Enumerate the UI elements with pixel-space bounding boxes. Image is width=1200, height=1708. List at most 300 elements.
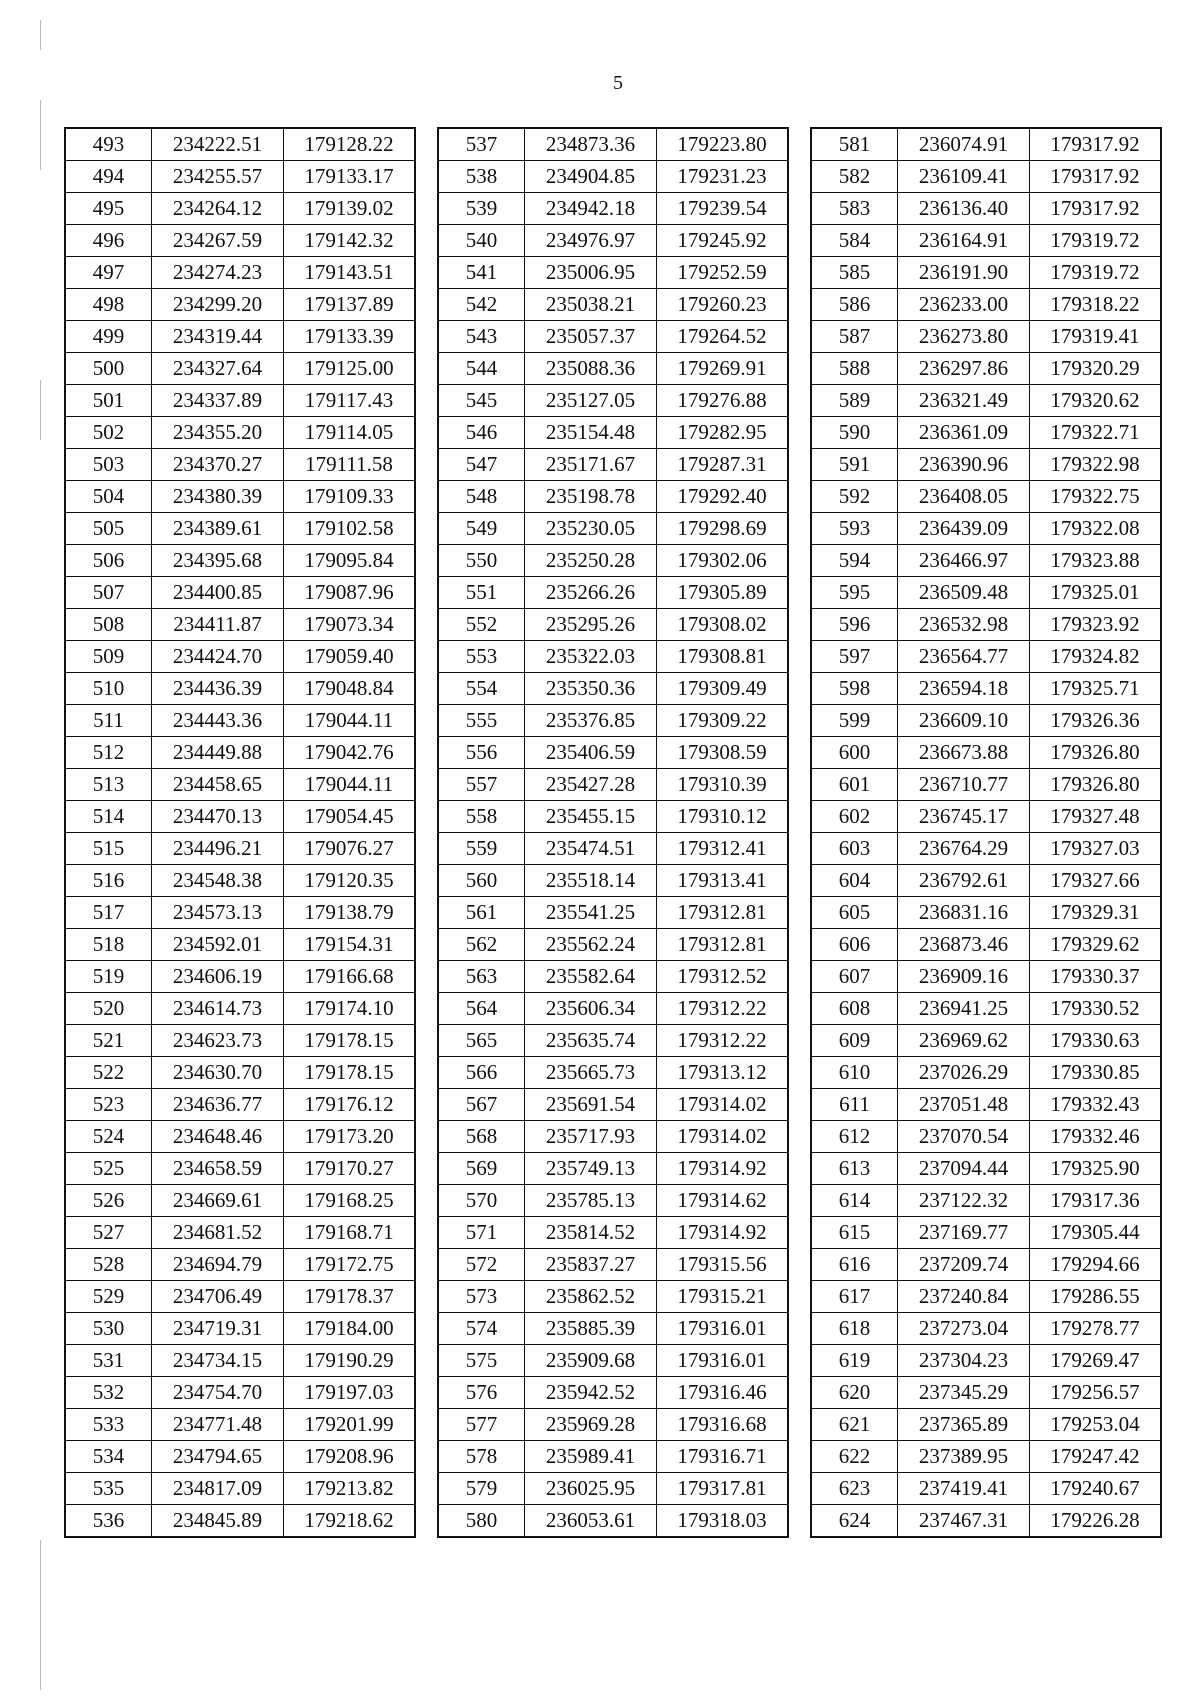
x-coordinate-cell: 235837.27	[525, 1249, 657, 1281]
point-number-cell: 526	[65, 1185, 152, 1217]
point-number-cell: 557	[438, 769, 525, 801]
y-coordinate-cell: 179223.80	[657, 128, 789, 161]
y-coordinate-cell: 179318.22	[1030, 289, 1162, 321]
table-row	[438, 1153, 788, 1185]
point-number-cell: 624	[811, 1505, 898, 1538]
point-number-cell: 544	[438, 353, 525, 385]
y-coordinate-cell: 179252.59	[657, 257, 789, 289]
point-number-cell: 498	[65, 289, 152, 321]
point-number-cell: 550	[438, 545, 525, 577]
table-row	[65, 545, 415, 577]
point-number-cell: 529	[65, 1281, 152, 1313]
x-coordinate-cell: 236136.40	[898, 193, 1030, 225]
y-coordinate-cell: 179329.31	[1030, 897, 1162, 929]
y-coordinate-cell: 179312.22	[657, 1025, 789, 1057]
table-row	[438, 1057, 788, 1089]
table-row	[65, 833, 415, 865]
y-coordinate-cell: 179330.52	[1030, 993, 1162, 1025]
point-number-cell: 499	[65, 321, 152, 353]
x-coordinate-cell: 234458.65	[152, 769, 284, 801]
point-number-cell: 539	[438, 193, 525, 225]
x-coordinate-cell: 235942.52	[525, 1377, 657, 1409]
y-coordinate-cell: 179326.80	[1030, 737, 1162, 769]
table-row	[65, 993, 415, 1025]
point-number-cell: 580	[438, 1505, 525, 1538]
table-row	[65, 1441, 415, 1473]
y-coordinate-cell: 179117.43	[284, 385, 416, 417]
y-coordinate-cell: 179322.98	[1030, 449, 1162, 481]
point-number-cell: 598	[811, 673, 898, 705]
point-number-cell: 611	[811, 1089, 898, 1121]
scan-margin-mark	[40, 1540, 41, 1690]
x-coordinate-cell: 235785.13	[525, 1185, 657, 1217]
table-row	[65, 353, 415, 385]
table-row	[438, 481, 788, 513]
y-coordinate-cell: 179329.62	[1030, 929, 1162, 961]
table-row	[65, 1025, 415, 1057]
table-row	[438, 1409, 788, 1441]
point-number-cell: 617	[811, 1281, 898, 1313]
point-number-cell: 566	[438, 1057, 525, 1089]
table-row	[811, 833, 1161, 865]
point-number-cell: 581	[811, 128, 898, 161]
x-coordinate-cell: 234976.97	[525, 225, 657, 257]
point-number-cell: 548	[438, 481, 525, 513]
point-number-cell: 618	[811, 1313, 898, 1345]
table-row	[811, 321, 1161, 353]
point-number-cell: 528	[65, 1249, 152, 1281]
table-row	[65, 257, 415, 289]
x-coordinate-cell: 234734.15	[152, 1345, 284, 1377]
x-coordinate-cell: 236109.41	[898, 161, 1030, 193]
x-coordinate-cell: 234873.36	[525, 128, 657, 161]
y-coordinate-cell: 179312.41	[657, 833, 789, 865]
point-number-cell: 554	[438, 673, 525, 705]
x-coordinate-cell: 237304.23	[898, 1345, 1030, 1377]
y-coordinate-cell: 179102.58	[284, 513, 416, 545]
x-coordinate-cell: 236745.17	[898, 801, 1030, 833]
point-number-cell: 620	[811, 1377, 898, 1409]
x-coordinate-cell: 236873.46	[898, 929, 1030, 961]
y-coordinate-cell: 179260.23	[657, 289, 789, 321]
x-coordinate-cell: 235322.03	[525, 641, 657, 673]
x-coordinate-cell: 234817.09	[152, 1473, 284, 1505]
x-coordinate-cell: 236710.77	[898, 769, 1030, 801]
point-number-cell: 623	[811, 1473, 898, 1505]
x-coordinate-cell: 237070.54	[898, 1121, 1030, 1153]
x-coordinate-cell: 235295.26	[525, 609, 657, 641]
x-coordinate-cell: 234443.36	[152, 705, 284, 737]
table-row	[65, 481, 415, 513]
x-coordinate-cell: 235376.85	[525, 705, 657, 737]
table-row	[438, 641, 788, 673]
table-row	[811, 481, 1161, 513]
table-row	[811, 1281, 1161, 1313]
table-row	[811, 289, 1161, 321]
x-coordinate-cell: 235127.05	[525, 385, 657, 417]
point-number-cell: 595	[811, 577, 898, 609]
point-number-cell: 518	[65, 929, 152, 961]
point-number-cell: 501	[65, 385, 152, 417]
point-number-cell: 619	[811, 1345, 898, 1377]
y-coordinate-cell: 179309.49	[657, 673, 789, 705]
point-number-cell: 588	[811, 353, 898, 385]
table-row	[65, 1153, 415, 1185]
table-row	[438, 1185, 788, 1217]
point-number-cell: 561	[438, 897, 525, 929]
x-coordinate-cell: 234719.31	[152, 1313, 284, 1345]
y-coordinate-cell: 179314.02	[657, 1089, 789, 1121]
table-row	[65, 577, 415, 609]
point-number-cell: 509	[65, 641, 152, 673]
y-coordinate-cell: 179323.92	[1030, 609, 1162, 641]
point-number-cell: 572	[438, 1249, 525, 1281]
x-coordinate-cell: 234606.19	[152, 961, 284, 993]
y-coordinate-cell: 179322.71	[1030, 417, 1162, 449]
point-number-cell: 520	[65, 993, 152, 1025]
y-coordinate-cell: 179330.63	[1030, 1025, 1162, 1057]
x-coordinate-cell: 237094.44	[898, 1153, 1030, 1185]
table-row	[811, 1089, 1161, 1121]
y-coordinate-cell: 179218.62	[284, 1505, 416, 1538]
table-row	[811, 897, 1161, 929]
y-coordinate-cell: 179294.66	[1030, 1249, 1162, 1281]
y-coordinate-cell: 179143.51	[284, 257, 416, 289]
x-coordinate-cell: 236053.61	[525, 1505, 657, 1538]
y-coordinate-cell: 179312.22	[657, 993, 789, 1025]
table-row	[438, 193, 788, 225]
table-row	[811, 609, 1161, 641]
point-number-cell: 559	[438, 833, 525, 865]
y-coordinate-cell: 179315.21	[657, 1281, 789, 1313]
table-row	[811, 449, 1161, 481]
point-number-cell: 500	[65, 353, 152, 385]
table-row	[65, 128, 415, 161]
y-coordinate-cell: 179320.62	[1030, 385, 1162, 417]
table-row	[438, 865, 788, 897]
y-coordinate-cell: 179042.76	[284, 737, 416, 769]
y-coordinate-cell: 179316.01	[657, 1345, 789, 1377]
point-number-cell: 571	[438, 1217, 525, 1249]
table-row	[438, 737, 788, 769]
x-coordinate-cell: 236969.62	[898, 1025, 1030, 1057]
x-coordinate-cell: 234449.88	[152, 737, 284, 769]
y-coordinate-cell: 179137.89	[284, 289, 416, 321]
y-coordinate-cell: 179312.81	[657, 897, 789, 929]
y-coordinate-cell: 179298.69	[657, 513, 789, 545]
y-coordinate-cell: 179197.03	[284, 1377, 416, 1409]
x-coordinate-cell: 236439.09	[898, 513, 1030, 545]
table-row	[811, 1313, 1161, 1345]
point-number-cell: 621	[811, 1409, 898, 1441]
table-row	[438, 225, 788, 257]
y-coordinate-cell: 179269.91	[657, 353, 789, 385]
table-row	[65, 1473, 415, 1505]
table-row	[438, 897, 788, 929]
point-number-cell: 555	[438, 705, 525, 737]
table-row	[65, 1185, 415, 1217]
x-coordinate-cell: 235541.25	[525, 897, 657, 929]
point-number-cell: 553	[438, 641, 525, 673]
x-coordinate-cell: 236321.49	[898, 385, 1030, 417]
point-number-cell: 523	[65, 1089, 152, 1121]
table-row	[65, 1313, 415, 1345]
table-row	[438, 929, 788, 961]
point-number-cell: 614	[811, 1185, 898, 1217]
x-coordinate-cell: 236673.88	[898, 737, 1030, 769]
point-number-cell: 567	[438, 1089, 525, 1121]
table-row	[811, 801, 1161, 833]
x-coordinate-cell: 234395.68	[152, 545, 284, 577]
point-number-cell: 609	[811, 1025, 898, 1057]
table-row	[811, 1377, 1161, 1409]
table-row	[65, 769, 415, 801]
point-number-cell: 507	[65, 577, 152, 609]
point-number-cell: 504	[65, 481, 152, 513]
y-coordinate-cell: 179231.23	[657, 161, 789, 193]
scan-margin-mark	[40, 100, 41, 170]
y-coordinate-cell: 179256.57	[1030, 1377, 1162, 1409]
x-coordinate-cell: 235455.15	[525, 801, 657, 833]
y-coordinate-cell: 179173.20	[284, 1121, 416, 1153]
y-coordinate-cell: 179208.96	[284, 1441, 416, 1473]
coordinate-table-3	[810, 127, 1162, 1538]
x-coordinate-cell: 235038.21	[525, 289, 657, 321]
y-coordinate-cell: 179073.34	[284, 609, 416, 641]
point-number-cell: 564	[438, 993, 525, 1025]
x-coordinate-cell: 236609.10	[898, 705, 1030, 737]
y-coordinate-cell: 179044.11	[284, 705, 416, 737]
point-number-cell: 558	[438, 801, 525, 833]
y-coordinate-cell: 179316.46	[657, 1377, 789, 1409]
x-coordinate-cell: 235518.14	[525, 865, 657, 897]
point-number-cell: 542	[438, 289, 525, 321]
table-row	[65, 801, 415, 833]
y-coordinate-cell: 179044.11	[284, 769, 416, 801]
point-number-cell: 519	[65, 961, 152, 993]
y-coordinate-cell: 179133.39	[284, 321, 416, 353]
x-coordinate-cell: 234706.49	[152, 1281, 284, 1313]
y-coordinate-cell: 179213.82	[284, 1473, 416, 1505]
table-row	[438, 769, 788, 801]
y-coordinate-cell: 179317.92	[1030, 128, 1162, 161]
y-coordinate-cell: 179133.17	[284, 161, 416, 193]
table-row	[811, 929, 1161, 961]
table-row	[65, 1249, 415, 1281]
table-row	[811, 257, 1161, 289]
y-coordinate-cell: 179332.43	[1030, 1089, 1162, 1121]
table-row	[438, 1217, 788, 1249]
point-number-cell: 525	[65, 1153, 152, 1185]
table-row	[811, 577, 1161, 609]
point-number-cell: 521	[65, 1025, 152, 1057]
table-row	[438, 801, 788, 833]
x-coordinate-cell: 234470.13	[152, 801, 284, 833]
point-number-cell: 565	[438, 1025, 525, 1057]
y-coordinate-cell: 179324.82	[1030, 641, 1162, 673]
table-row	[65, 1377, 415, 1409]
y-coordinate-cell: 179302.06	[657, 545, 789, 577]
x-coordinate-cell: 234794.65	[152, 1441, 284, 1473]
point-number-cell: 502	[65, 417, 152, 449]
x-coordinate-cell: 237345.29	[898, 1377, 1030, 1409]
coordinate-table-1	[64, 127, 416, 1538]
y-coordinate-cell: 179178.15	[284, 1057, 416, 1089]
y-coordinate-cell: 179109.33	[284, 481, 416, 513]
point-number-cell: 516	[65, 865, 152, 897]
point-number-cell: 615	[811, 1217, 898, 1249]
x-coordinate-cell: 234904.85	[525, 161, 657, 193]
y-coordinate-cell: 179310.39	[657, 769, 789, 801]
x-coordinate-cell: 236297.86	[898, 353, 1030, 385]
table-row	[438, 1249, 788, 1281]
table-row	[65, 1281, 415, 1313]
point-number-cell: 579	[438, 1473, 525, 1505]
table-row	[65, 865, 415, 897]
x-coordinate-cell: 235427.28	[525, 769, 657, 801]
y-coordinate-cell: 179332.46	[1030, 1121, 1162, 1153]
point-number-cell: 569	[438, 1153, 525, 1185]
y-coordinate-cell: 179326.80	[1030, 769, 1162, 801]
point-number-cell: 582	[811, 161, 898, 193]
y-coordinate-cell: 179316.71	[657, 1441, 789, 1473]
x-coordinate-cell: 234355.20	[152, 417, 284, 449]
y-coordinate-cell: 179322.08	[1030, 513, 1162, 545]
x-coordinate-cell: 236273.80	[898, 321, 1030, 353]
point-number-cell: 602	[811, 801, 898, 833]
point-number-cell: 587	[811, 321, 898, 353]
table-row	[65, 289, 415, 321]
x-coordinate-cell: 235230.05	[525, 513, 657, 545]
point-number-cell: 543	[438, 321, 525, 353]
x-coordinate-cell: 234771.48	[152, 1409, 284, 1441]
point-number-cell: 531	[65, 1345, 152, 1377]
point-number-cell: 573	[438, 1281, 525, 1313]
x-coordinate-cell: 234573.13	[152, 897, 284, 929]
y-coordinate-cell: 179178.15	[284, 1025, 416, 1057]
point-number-cell: 605	[811, 897, 898, 929]
x-coordinate-cell: 234400.85	[152, 577, 284, 609]
y-coordinate-cell: 179076.27	[284, 833, 416, 865]
table-row	[438, 609, 788, 641]
x-coordinate-cell: 236074.91	[898, 128, 1030, 161]
point-number-cell: 495	[65, 193, 152, 225]
table-row	[65, 513, 415, 545]
table-row	[438, 1441, 788, 1473]
table-row	[438, 1377, 788, 1409]
table-row	[811, 128, 1161, 161]
y-coordinate-cell: 179154.31	[284, 929, 416, 961]
point-number-cell: 546	[438, 417, 525, 449]
x-coordinate-cell: 235088.36	[525, 353, 657, 385]
x-coordinate-cell: 237365.89	[898, 1409, 1030, 1441]
table-row	[811, 993, 1161, 1025]
y-coordinate-cell: 179314.92	[657, 1153, 789, 1185]
y-coordinate-cell: 179314.02	[657, 1121, 789, 1153]
y-coordinate-cell: 179247.42	[1030, 1441, 1162, 1473]
table-row	[811, 545, 1161, 577]
y-coordinate-cell: 179319.72	[1030, 225, 1162, 257]
table-row	[811, 225, 1161, 257]
table-row	[438, 449, 788, 481]
y-coordinate-cell: 179139.02	[284, 193, 416, 225]
y-coordinate-cell: 179168.71	[284, 1217, 416, 1249]
y-coordinate-cell: 179095.84	[284, 545, 416, 577]
x-coordinate-cell: 234327.64	[152, 353, 284, 385]
table-row	[438, 1281, 788, 1313]
x-coordinate-cell: 234274.23	[152, 257, 284, 289]
table-row	[65, 225, 415, 257]
y-coordinate-cell: 179327.66	[1030, 865, 1162, 897]
y-coordinate-cell: 179317.36	[1030, 1185, 1162, 1217]
point-number-cell: 607	[811, 961, 898, 993]
x-coordinate-cell: 235057.37	[525, 321, 657, 353]
table-row	[438, 1025, 788, 1057]
y-coordinate-cell: 179313.41	[657, 865, 789, 897]
point-number-cell: 610	[811, 1057, 898, 1089]
y-coordinate-cell: 179315.56	[657, 1249, 789, 1281]
point-number-cell: 541	[438, 257, 525, 289]
table-row	[811, 1441, 1161, 1473]
table-row	[811, 1409, 1161, 1441]
x-coordinate-cell: 236466.97	[898, 545, 1030, 577]
y-coordinate-cell: 179226.28	[1030, 1505, 1162, 1538]
x-coordinate-cell: 235266.26	[525, 577, 657, 609]
table-row	[438, 961, 788, 993]
table-row	[811, 1121, 1161, 1153]
y-coordinate-cell: 179322.75	[1030, 481, 1162, 513]
y-coordinate-cell: 179308.02	[657, 609, 789, 641]
y-coordinate-cell: 179048.84	[284, 673, 416, 705]
y-coordinate-cell: 179308.59	[657, 737, 789, 769]
point-number-cell: 599	[811, 705, 898, 737]
table-row	[65, 929, 415, 961]
x-coordinate-cell: 235909.68	[525, 1345, 657, 1377]
x-coordinate-cell: 236164.91	[898, 225, 1030, 257]
x-coordinate-cell: 234319.44	[152, 321, 284, 353]
y-coordinate-cell: 179327.03	[1030, 833, 1162, 865]
coordinate-table-2	[437, 127, 789, 1538]
y-coordinate-cell: 179330.85	[1030, 1057, 1162, 1089]
point-number-cell: 562	[438, 929, 525, 961]
point-number-cell: 593	[811, 513, 898, 545]
table-row	[438, 353, 788, 385]
x-coordinate-cell: 235749.13	[525, 1153, 657, 1185]
x-coordinate-cell: 237026.29	[898, 1057, 1030, 1089]
table-row	[811, 1025, 1161, 1057]
point-number-cell: 532	[65, 1377, 152, 1409]
x-coordinate-cell: 234548.38	[152, 865, 284, 897]
x-coordinate-cell: 235635.74	[525, 1025, 657, 1057]
y-coordinate-cell: 179305.44	[1030, 1217, 1162, 1249]
point-number-cell: 494	[65, 161, 152, 193]
table-row	[811, 1345, 1161, 1377]
y-coordinate-cell: 179330.37	[1030, 961, 1162, 993]
x-coordinate-cell: 235862.52	[525, 1281, 657, 1313]
x-coordinate-cell: 236233.00	[898, 289, 1030, 321]
y-coordinate-cell: 179317.81	[657, 1473, 789, 1505]
y-coordinate-cell: 179314.62	[657, 1185, 789, 1217]
table-row	[438, 833, 788, 865]
point-number-cell: 575	[438, 1345, 525, 1377]
y-coordinate-cell: 179120.35	[284, 865, 416, 897]
table-row	[438, 289, 788, 321]
x-coordinate-cell: 234942.18	[525, 193, 657, 225]
x-coordinate-cell: 234255.57	[152, 161, 284, 193]
x-coordinate-cell: 235885.39	[525, 1313, 657, 1345]
x-coordinate-cell: 235171.67	[525, 449, 657, 481]
y-coordinate-cell: 179184.00	[284, 1313, 416, 1345]
